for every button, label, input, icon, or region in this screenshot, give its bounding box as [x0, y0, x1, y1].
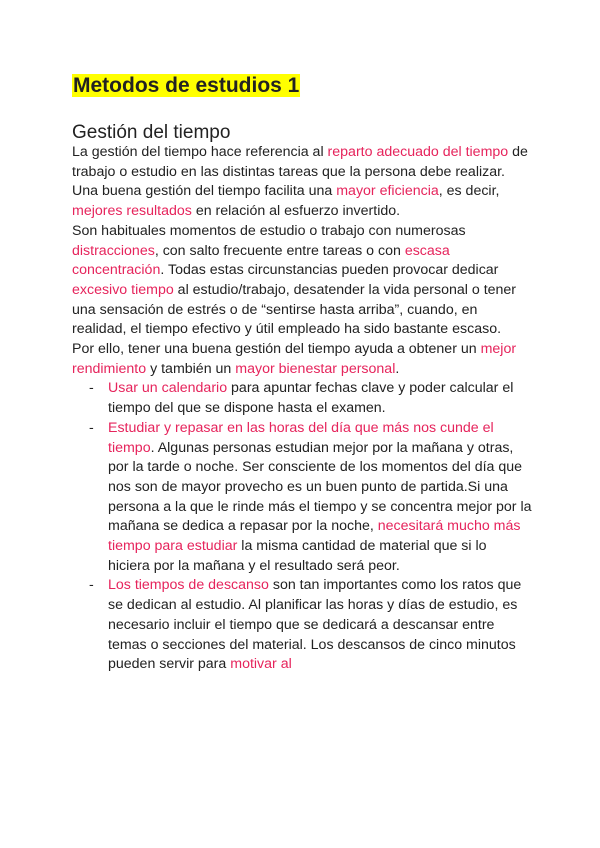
list-item [108, 379, 532, 418]
highlighted-term: Los tiempos de descanso [108, 577, 269, 594]
paragraph-2 [72, 222, 532, 340]
document-body [72, 143, 532, 675]
highlighted-term: Usar un calendario [108, 380, 228, 397]
text-run: . Algunas personas estudian mejor por la mañana y otras, por la tarde o noche. Ser consciente de los momentos del día que nos son de mayor provecho es un buen punto de partida.Si una persona a la que le rinde más el tiempo y se concentra mejor por la mañana se dedica a repasar por la noche, [108, 439, 532, 535]
text-run: de trabajo o estudio en las distintas tareas que la persona debe realizar. Una buena gestión del tiempo facilita una [72, 144, 528, 200]
document-title [72, 74, 300, 98]
section-heading: Gestión del tiempo [72, 122, 231, 143]
highlighted-term: excesivo tiempo [72, 281, 174, 298]
text-run: la misma cantidad de material que si lo hiciera por la mañana y el resultado será peor. [108, 538, 487, 574]
highlighted-term: mejores resultados [72, 203, 192, 220]
text-run: en relación al esfuerzo invertido. [191, 203, 401, 220]
list-item [108, 576, 532, 675]
tips-list [72, 379, 532, 675]
list-item [108, 419, 532, 577]
highlighted-term: mayor bienestar personal [235, 360, 396, 377]
text-run: . [395, 360, 400, 377]
text-run: Por ello, tener una buena gestión del tiempo ayuda a obtener un [72, 341, 481, 358]
highlighted-term: motivar al [230, 656, 292, 673]
title-highlight: Metodos de estudios 1 [73, 74, 300, 97]
highlighted-term: escasa concentración [72, 242, 450, 279]
highlighted-term: mejor rendimiento [72, 341, 517, 377]
text-run: son tan importantes como los ratos que se dedican al estudio. Al planificar las horas y días de estudio, es necesario incluir el tiempo que se dedicará a descansar entre temas o secciones del material. Los descansos de cinco minutos pueden servir para [108, 577, 522, 673]
text-run: , con salto frecuente entre tareas o con [154, 242, 405, 259]
paragraph-3 [72, 340, 532, 379]
paragraph-1 [72, 143, 532, 222]
text-run: y también un [146, 360, 236, 377]
text-run: . Todas estas circunstancias pueden provocar dedicar [160, 262, 499, 279]
highlighted-term: reparto adecuado del tiempo [327, 144, 509, 160]
text-run: , es decir, [438, 183, 500, 200]
text-run: al estudio/trabajo, desatender la vida personal o tener una sensación de estrés o de “sentirse hasta arriba”, cuando, en realidad, el tiempo efectivo y útil empleado ha sido bastante escaso. [72, 281, 517, 338]
highlighted-term: distracciones [72, 242, 155, 259]
text-run: La gestión del tiempo hace referencia al [72, 144, 328, 160]
text-run: para apuntar fechas clave y poder calcular el tiempo del que se dispone hasta el examen. [108, 380, 514, 417]
highlighted-term: mayor eficiencia [336, 183, 439, 200]
text-run: Son habituales momentos de estudio o trabajo con numerosas [72, 222, 466, 239]
highlighted-term: necesitará mucho más tiempo para estudiar [108, 518, 521, 555]
highlighted-term: Estudiar y repasar en las horas del día que más nos cunde el tiempo [108, 419, 494, 456]
